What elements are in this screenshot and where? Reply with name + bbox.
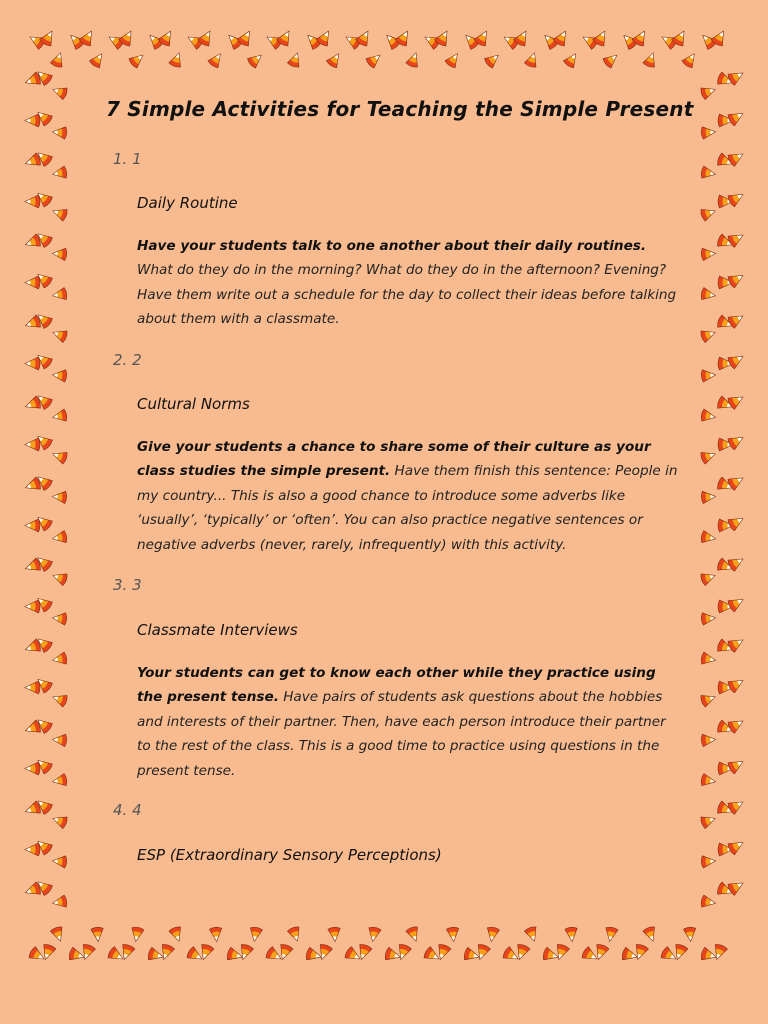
section-paragraph [137,661,682,783]
list-number: 1. 1 [113,150,142,168]
list-number: 2. 2 [113,351,142,369]
page-title: 7 Simple Activities for Teaching the Simple Present [106,97,694,121]
list-number: 3. 3 [113,576,142,594]
section-heading: Cultural Norms [137,395,250,413]
section-heading: Classmate Interviews [137,621,298,639]
paragraph-body: Have pairs of students ask questions about the hobbies and interests of their partner. Then, have each person introduce their partner to the rest of the class. This is a good time to practice using questions in the present tense. [137,689,666,779]
paragraph-body: What do they do in the morning? What do they do in the afternoon? Evening? Have them write out a schedule for the day to collect their ideas before talking about them with a classmate. [137,262,677,328]
paragraph-lead: Your students can get to know each other while they practice using the present tense. [137,665,656,706]
paragraph-body: Have them finish this sentence: People in my country... This is also a good chance to introduce some adverbs like ‘usually’, ‘typically’ or ‘often’. You can also practice negative sentences or negative adverbs (never, rarely, infrequently) with this activity. [137,463,678,553]
list-number: 4. 4 [113,801,142,819]
paragraph-lead: Give your students a chance to share some of their culture as your class studies the simple present. [137,439,651,480]
section-heading: ESP (Extraordinary Sensory Perceptions) [137,846,442,864]
section-paragraph [137,435,682,557]
section-heading: Daily Routine [137,194,238,212]
paragraph-lead: Have your students talk to one another about their daily routines. [137,238,647,254]
section-paragraph [137,234,682,332]
